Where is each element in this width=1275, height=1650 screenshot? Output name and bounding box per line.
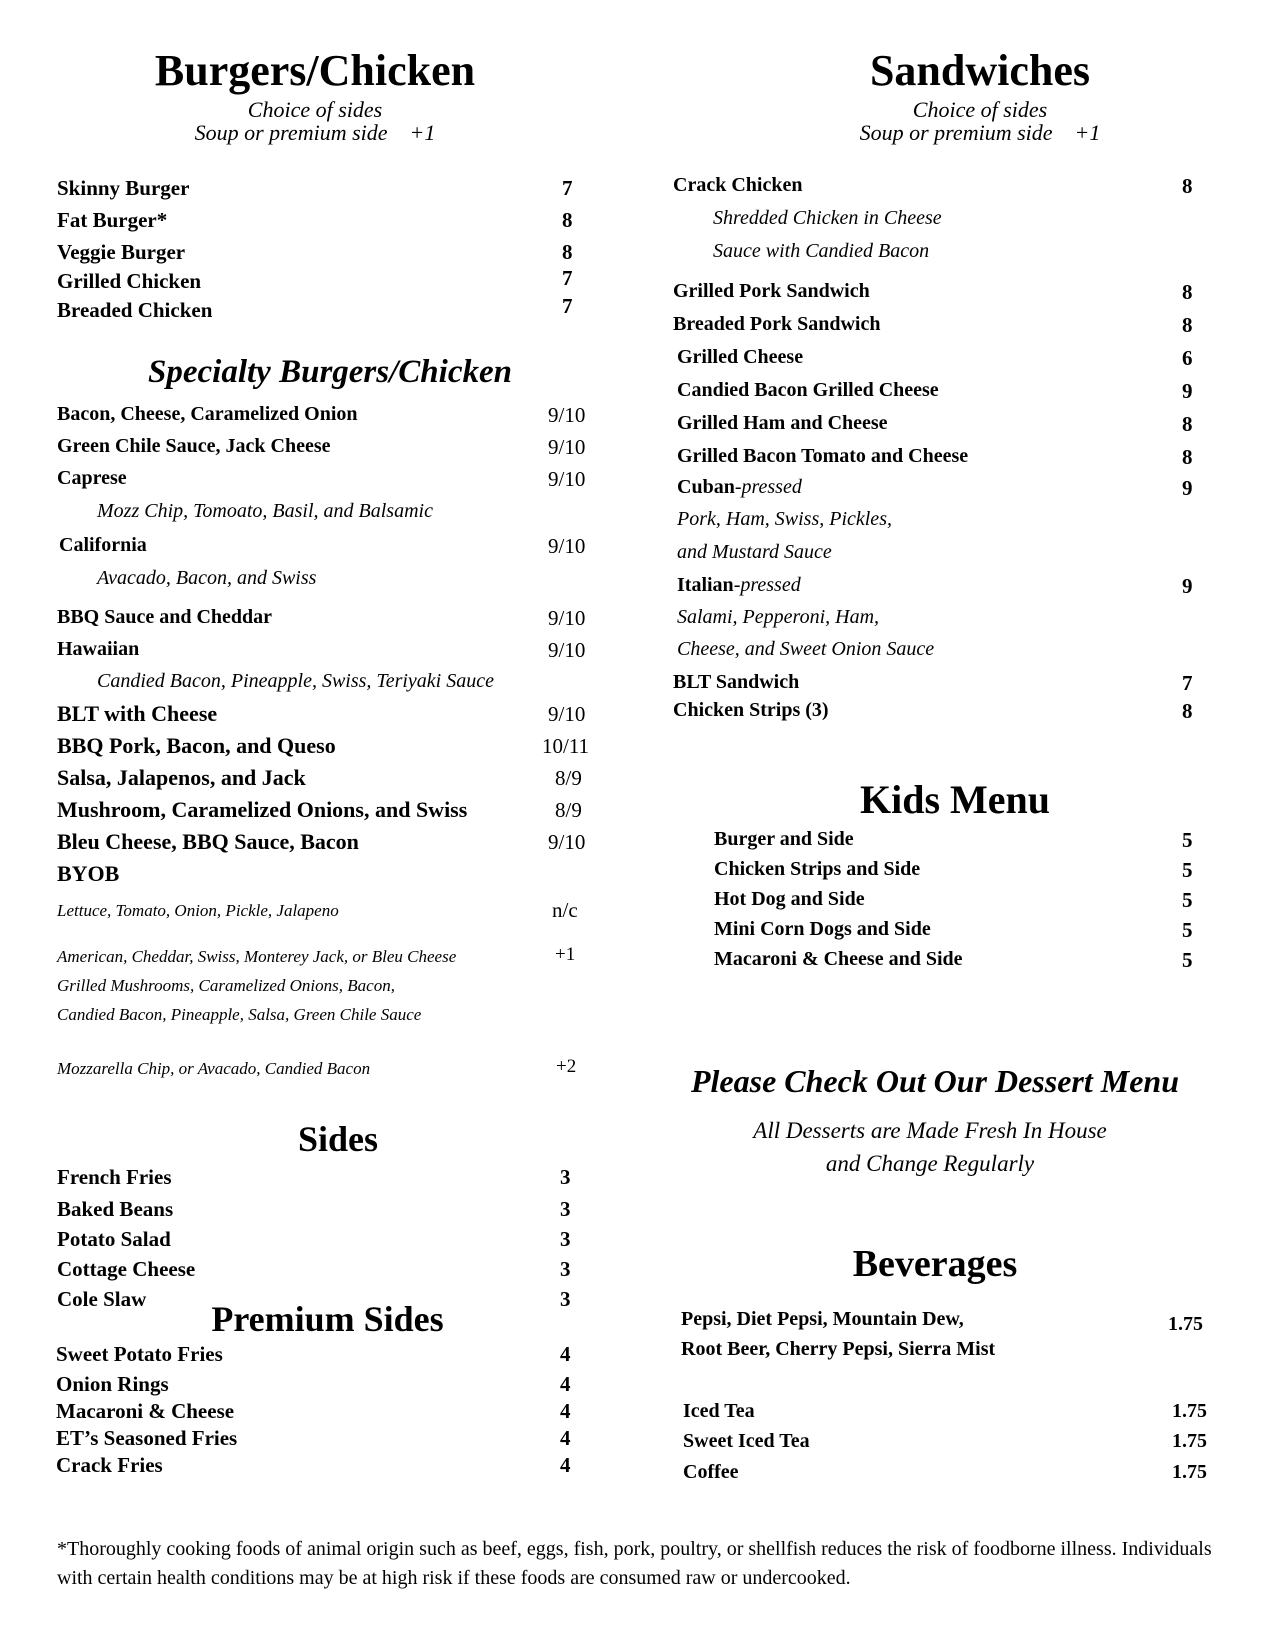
menu-item-name: Candied Bacon Grilled Cheese xyxy=(677,379,939,401)
menu-item-name: Burger and Side xyxy=(714,828,854,850)
menu-item-price: 8 xyxy=(562,208,573,232)
menu-item-price: 6 xyxy=(1182,346,1193,370)
menu-item-description: Sauce with Candied Bacon xyxy=(713,240,930,262)
menu-item-name: Coffee xyxy=(683,1461,739,1483)
menu-item-price: 9/10 xyxy=(548,467,586,491)
menu-item-name: Veggie Burger xyxy=(57,240,186,264)
burgers-subtitle xyxy=(80,98,550,144)
menu-item-price: 3 xyxy=(560,1165,571,1189)
menu-item-name xyxy=(677,476,802,499)
menu-item-price: 3 xyxy=(560,1197,571,1221)
menu-item-name: Skinny Burger xyxy=(57,176,190,200)
menu-item-price: 5 xyxy=(1182,858,1193,882)
menu-item-name: Grilled Pork Sandwich xyxy=(673,280,870,302)
sandwiches-title: Sandwiches xyxy=(869,46,1091,95)
byob-premium-price: +2 xyxy=(556,1056,577,1077)
menu-item-description: Candied Bacon, Pineapple, Swiss, Teriyaki Sauce xyxy=(97,670,494,692)
menu-item-price: 9/10 xyxy=(548,702,586,726)
menu-item-name: French Fries xyxy=(57,1165,172,1189)
soda-price: 1.75 xyxy=(1168,1313,1203,1335)
food-safety-disclaimer: *Thoroughly cooking foods of animal origin such as beef, eggs, fish, pork, poultry, or shellfish reduces the risk of foodborne illness. Individuals with certain health conditions may be at high risk if these foods are consumed raw or undercooked. xyxy=(57,1538,1212,1589)
menu-item-name: Grilled Bacon Tomato and Cheese xyxy=(677,445,969,467)
menu-item-name: Potato Salad xyxy=(57,1227,171,1251)
menu-item-price: 5 xyxy=(1182,828,1193,852)
menu-item-name: Bleu Cheese, BBQ Sauce, Bacon xyxy=(57,829,359,854)
menu-item-price: 7 xyxy=(562,266,573,290)
menu-item-name: BBQ Sauce and Cheddar xyxy=(57,606,273,628)
byob-toppings-price: n/c xyxy=(552,898,578,922)
menu-item-name: Crack Fries xyxy=(56,1453,163,1477)
menu-item-price: 9/10 xyxy=(548,403,586,427)
menu-item-description: Pork, Ham, Swiss, Pickles, xyxy=(677,508,892,530)
menu-item-price: 8 xyxy=(1182,174,1193,198)
menu-item-name: Onion Rings xyxy=(56,1372,169,1396)
menu-item-description: Shredded Chicken in Cheese xyxy=(713,207,942,229)
menu-item-price: 8 xyxy=(562,240,573,264)
menu-item-price: 9 xyxy=(1182,476,1193,500)
menu-item-note: -pressed xyxy=(733,574,801,596)
menu-item-name: Hot Dog and Side xyxy=(714,888,865,910)
menu-item-name: Bacon, Cheese, Caramelized Onion xyxy=(57,403,358,425)
menu-item-name: BBQ Pork, Bacon, and Queso xyxy=(57,733,336,758)
menu-item-price: 3 xyxy=(560,1257,571,1281)
menu-item-name: BLT Sandwich xyxy=(673,671,800,693)
menu-item-price: 9/10 xyxy=(548,534,586,558)
menu-item-name: Macaroni & Cheese xyxy=(56,1399,235,1423)
dessert-line2: and Change Regularly xyxy=(825,1151,1035,1176)
menu-item-price: 1.75 xyxy=(1172,1461,1207,1483)
menu-item-name: Mini Corn Dogs and Side xyxy=(714,918,931,940)
menu-item-name: Iced Tea xyxy=(683,1400,755,1422)
burgers-sub2: Soup or premium side +1 xyxy=(194,120,436,145)
menu-item-name: Macaroni & Cheese and Side xyxy=(714,948,963,970)
menu-item-description: Mozz Chip, Tomoato, Basil, and Balsamic xyxy=(97,500,433,522)
menu-item-name: Crack Chicken xyxy=(673,174,803,196)
menu-item-price: 8/9 xyxy=(555,798,582,822)
kids-menu-title: Kids Menu xyxy=(859,777,1051,822)
menu-item-price: 9/10 xyxy=(548,638,586,662)
byob-cheese-price: +1 xyxy=(555,944,576,965)
menu-item-name: Hawaiian xyxy=(57,638,140,660)
menu-item-price: 5 xyxy=(1182,888,1193,912)
burgers-title: Burgers/Chicken xyxy=(154,46,476,95)
menu-item-price: 4 xyxy=(560,1342,571,1366)
menu-item-name: Cole Slaw xyxy=(57,1287,147,1311)
sandwiches-sub2: Soup or premium side +1 xyxy=(859,120,1101,145)
byob-toppings: Lettuce, Tomato, Onion, Pickle, Jalapeno xyxy=(57,901,339,920)
byob-cheese: American, Cheddar, Swiss, Monterey Jack, or Bleu Cheese xyxy=(57,947,457,966)
menu-item-price: 9/10 xyxy=(548,606,586,630)
menu-item-price: 4 xyxy=(560,1453,571,1477)
menu-item-price: 1.75 xyxy=(1172,1430,1207,1452)
menu-item-name: BYOB xyxy=(57,861,120,886)
premium-sides-title: Premium Sides xyxy=(211,1299,444,1339)
dessert-line1: All Desserts are Made Fresh In House xyxy=(753,1118,1107,1143)
menu-item-price: 9/10 xyxy=(548,435,586,459)
specialty-title: Specialty Burgers/Chicken xyxy=(148,354,512,390)
menu-item-description: Cheese, and Sweet Onion Sauce xyxy=(677,638,935,660)
menu-item-price: 3 xyxy=(560,1227,571,1251)
menu-item-name xyxy=(677,574,801,597)
dessert-title: Please Check Out Our Dessert Menu xyxy=(690,1063,1179,1099)
menu-item-description: and Mustard Sauce xyxy=(677,541,832,563)
byob-extras: Grilled Mushrooms, Caramelized Onions, Bacon, xyxy=(57,976,395,995)
menu-item-name: ET’s Seasoned Fries xyxy=(56,1426,238,1450)
menu-item-name: Sweet Potato Fries xyxy=(56,1342,223,1366)
menu-item-price: 8/9 xyxy=(555,766,582,790)
burgers-sub1: Choice of sides xyxy=(247,97,383,122)
menu-item-price: 8 xyxy=(1182,445,1193,469)
menu-item-name: Mushroom, Caramelized Onions, and Swiss xyxy=(57,797,468,822)
menu-item-name: Caprese xyxy=(57,467,127,489)
menu-item-name: BLT with Cheese xyxy=(57,701,218,726)
menu-item-price: 8 xyxy=(1182,699,1193,723)
menu-item-price: 7 xyxy=(562,294,573,318)
menu-item-price: 1.75 xyxy=(1172,1400,1207,1422)
menu-item-price: 8 xyxy=(1182,412,1193,436)
menu-item-price: 8 xyxy=(1182,280,1193,304)
sides-title: Sides xyxy=(297,1119,379,1159)
menu-item-name: Breaded Chicken xyxy=(57,298,213,322)
menu-item-name: California xyxy=(59,534,147,556)
menu-item-price: 9 xyxy=(1182,574,1193,598)
menu-item-price: 7 xyxy=(1182,671,1193,695)
menu-item-name: Cottage Cheese xyxy=(57,1257,196,1281)
menu-item-description: Salami, Pepperoni, Ham, xyxy=(677,606,880,628)
menu-item-price: 10/11 xyxy=(542,734,590,758)
menu-item-price: 9 xyxy=(1182,379,1193,403)
menu-item-name: Baked Beans xyxy=(57,1197,174,1221)
menu-item-price: 5 xyxy=(1182,918,1193,942)
dessert-subtitle xyxy=(660,1114,1200,1180)
soda-list: Pepsi, Diet Pepsi, Mountain Dew, xyxy=(681,1308,964,1330)
soda-list: Root Beer, Cherry Pepsi, Sierra Mist xyxy=(681,1338,996,1360)
menu-item-name: Chicken Strips (3) xyxy=(673,699,829,721)
menu-item-price: 4 xyxy=(560,1399,571,1423)
menu-item-price: 4 xyxy=(560,1426,571,1450)
menu-item-name: Chicken Strips and Side xyxy=(714,858,921,880)
menu-item-name: Green Chile Sauce, Jack Cheese xyxy=(57,435,331,457)
menu-item-name: Fat Burger* xyxy=(57,208,168,232)
menu-item-name-text: Cuban xyxy=(677,476,735,498)
menu-item-price: 9/10 xyxy=(548,830,586,854)
byob-premium: Mozzarella Chip, or Avacado, Candied Bacon xyxy=(57,1059,371,1078)
sandwiches-subtitle xyxy=(720,98,1240,144)
menu-item-name: Salsa, Jalapenos, and Jack xyxy=(57,765,306,790)
menu-item-name: Grilled Chicken xyxy=(57,269,202,293)
menu-item-name: Sweet Iced Tea xyxy=(683,1430,810,1452)
byob-extras: Candied Bacon, Pineapple, Salsa, Green Chile Sauce xyxy=(57,1005,422,1024)
menu-item-price: 3 xyxy=(560,1287,571,1311)
menu-item-price: 8 xyxy=(1182,313,1193,337)
menu-item-name: Breaded Pork Sandwich xyxy=(673,313,881,335)
menu-item-note: -pressed xyxy=(734,476,802,498)
menu-item-name: Grilled Ham and Cheese xyxy=(677,412,888,434)
menu-item-name-text: Italian xyxy=(677,574,734,596)
sandwiches-sub1: Choice of sides xyxy=(912,97,1048,122)
menu-item-description: Avacado, Bacon, and Swiss xyxy=(97,567,317,589)
beverages-title: Beverages xyxy=(852,1243,1018,1285)
menu-item-name: Grilled Cheese xyxy=(677,346,804,368)
menu-item-price: 5 xyxy=(1182,948,1193,972)
menu-item-price: 7 xyxy=(562,176,573,200)
menu-item-price: 4 xyxy=(560,1372,571,1396)
